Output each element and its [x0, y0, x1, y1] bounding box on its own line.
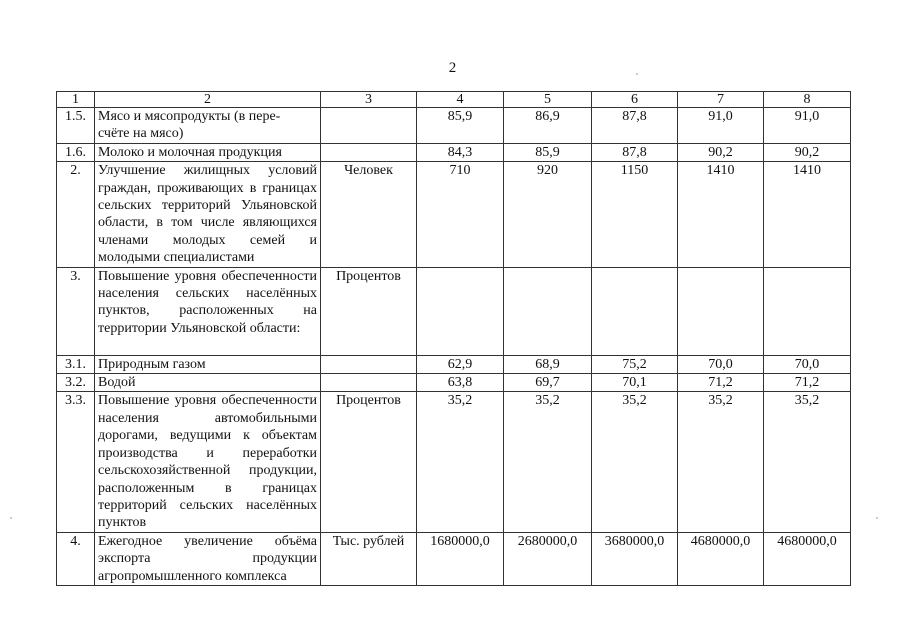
value-cell: 91,0	[678, 108, 764, 144]
indicator-name: Молоко и молочная продукция	[95, 143, 321, 161]
value-cell: 35,2	[417, 392, 504, 532]
page-number: 2	[448, 60, 457, 76]
column-header: 4	[417, 92, 504, 108]
value-cell: 75,2	[592, 355, 678, 373]
table-row	[57, 267, 851, 355]
unit-cell	[321, 355, 417, 373]
row-number: 3.3.	[57, 392, 95, 532]
value-cell: 63,8	[417, 374, 504, 392]
column-header: 1	[57, 92, 95, 108]
value-cell	[764, 267, 851, 355]
unit-cell	[321, 143, 417, 161]
table-row	[57, 532, 851, 585]
value-cell: 920	[504, 162, 592, 267]
unit-cell: Процентов	[321, 267, 417, 355]
unit-cell: Процентов	[321, 392, 417, 532]
value-cell: 1150	[592, 162, 678, 267]
value-cell	[678, 267, 764, 355]
column-header: 8	[764, 92, 851, 108]
value-cell: 71,2	[678, 374, 764, 392]
value-cell: 35,2	[504, 392, 592, 532]
row-number: 1.6.	[57, 143, 95, 161]
table-row	[57, 392, 851, 532]
value-cell	[592, 267, 678, 355]
value-cell: 87,8	[592, 143, 678, 161]
indicator-name: Ежегодное увеличение объёма экспорта продукции агропромышленного комплекса	[95, 532, 321, 585]
unit-cell: Человек	[321, 162, 417, 267]
indicator-name: Повышение уровня обеспеченности населения автомобильными дорогами, ведущими к объектам производства и переработки сельскохозяйственной продукции, расположенным в границах территорий сельских населённых пунктов	[95, 392, 321, 532]
value-cell	[417, 267, 504, 355]
table-row	[57, 162, 851, 267]
scan-speck	[10, 517, 12, 519]
value-cell: 4680000,0	[678, 532, 764, 585]
indicator-name: Повышение уровня обеспеченности населения сельских населённых пунктов, расположенных на территории Ульяновской области:	[95, 267, 321, 355]
value-cell: 62,9	[417, 355, 504, 373]
row-number: 4.	[57, 532, 95, 585]
row-number: 2.	[57, 162, 95, 267]
row-number: 3.2.	[57, 374, 95, 392]
row-number: 3.1.	[57, 355, 95, 373]
value-cell	[504, 267, 592, 355]
table-row	[57, 355, 851, 373]
indicator-name: Водой	[95, 374, 321, 392]
value-cell: 68,9	[504, 355, 592, 373]
column-header: 5	[504, 92, 592, 108]
column-header: 7	[678, 92, 764, 108]
table-row	[57, 108, 851, 144]
value-cell: 85,9	[504, 143, 592, 161]
value-cell: 70,0	[764, 355, 851, 373]
value-cell: 2680000,0	[504, 532, 592, 585]
value-cell: 710	[417, 162, 504, 267]
value-cell: 87,8	[592, 108, 678, 144]
column-header: 6	[592, 92, 678, 108]
column-header: 2	[95, 92, 321, 108]
column-header: 3	[321, 92, 417, 108]
value-cell: 1410	[678, 162, 764, 267]
value-cell: 91,0	[764, 108, 851, 144]
scan-speck	[636, 73, 638, 75]
table-row	[57, 374, 851, 392]
value-cell: 70,1	[592, 374, 678, 392]
value-cell: 35,2	[678, 392, 764, 532]
value-cell: 90,2	[764, 143, 851, 161]
value-cell: 69,7	[504, 374, 592, 392]
value-cell: 35,2	[592, 392, 678, 532]
row-number: 3.	[57, 267, 95, 355]
table-header-row	[57, 92, 851, 108]
unit-cell	[321, 374, 417, 392]
indicator-name: Улучшение жилищных условий граждан, проживающих в границах сельских территорий Ульяновской области, в том числе являющихся членами молодых семей и молодыми специалистами	[95, 162, 321, 267]
value-cell: 70,0	[678, 355, 764, 373]
scan-speck	[876, 517, 878, 519]
value-cell: 86,9	[504, 108, 592, 144]
unit-cell	[321, 108, 417, 144]
table-row	[57, 143, 851, 161]
unit-cell: Тыс. рублей	[321, 532, 417, 585]
value-cell: 1410	[764, 162, 851, 267]
value-cell: 35,2	[764, 392, 851, 532]
value-cell: 85,9	[417, 108, 504, 144]
indicator-name: Природным газом	[95, 355, 321, 373]
value-cell: 3680000,0	[592, 532, 678, 585]
value-cell: 4680000,0	[764, 532, 851, 585]
value-cell: 90,2	[678, 143, 764, 161]
indicator-name: Мясо и мясопродукты (в пере- счёте на мясо)	[95, 108, 321, 144]
value-cell: 84,3	[417, 143, 504, 161]
indicators-table	[56, 91, 851, 586]
value-cell: 71,2	[764, 374, 851, 392]
value-cell: 1680000,0	[417, 532, 504, 585]
row-number: 1.5.	[57, 108, 95, 144]
